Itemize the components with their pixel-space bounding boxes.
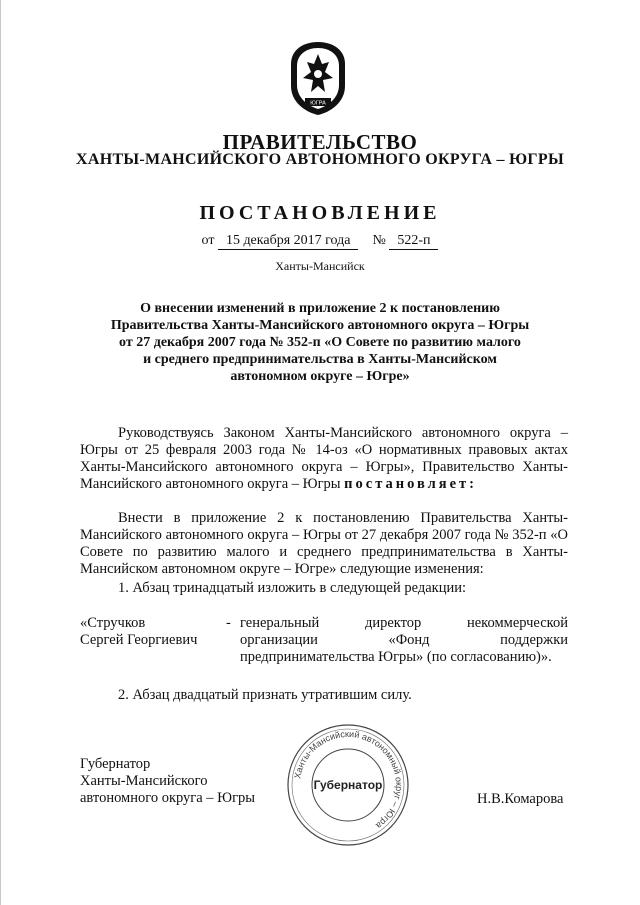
signatory-title-line: Ханты-Мансийского: [80, 773, 208, 789]
resolves-word: постановляет:: [344, 476, 477, 492]
decree-title: [0, 300, 640, 385]
item-2-paragraph: 2. Абзац двадцатый признать утратившим силу.: [118, 687, 412, 703]
government-name: ПРАВИТЕЛЬСТВО: [222, 130, 418, 154]
member-surname: «Стручков: [80, 615, 146, 631]
document-type: ПОСТАНОВЛЕНИЕ: [199, 202, 441, 224]
decree-date: 15 декабря 2017 года: [218, 233, 359, 250]
position-word: генеральный: [240, 615, 320, 631]
signatory-title-line: Губернатор: [80, 756, 151, 772]
amendment-paragraph: [80, 510, 568, 578]
number-prefix: №: [372, 233, 386, 248]
title-line: и среднего предпринимательства в Ханты-Мансийском: [143, 352, 497, 367]
position-word: «Фонд: [388, 632, 430, 648]
city: Ханты-Мансийск: [275, 259, 365, 273]
signatory-title: [80, 756, 280, 807]
seal-ring-text: Ханты-Мансийский автономный округ – Югра: [292, 728, 405, 831]
title-line: от 27 декабря 2007 года № 352-п «О Совете по развитию малого: [119, 335, 521, 350]
position-word: поддержки: [500, 632, 568, 648]
position-word: некоммерческой: [466, 615, 568, 631]
signatory-name: Н.В.Комарова: [477, 791, 564, 807]
position-word: директор: [364, 615, 422, 631]
member-given-name: Сергей Георгиевич: [80, 632, 198, 648]
position-word: организации: [240, 632, 318, 648]
position-line-3: предпринимательства Югры» (по согласованию)».: [240, 649, 552, 665]
member-position: [240, 615, 568, 666]
region-name: ХАНТЫ-МАНСИЙСКОГО АВТОНОМНОГО ОКРУГА – ЮГРЫ: [75, 151, 564, 168]
amendment-text: Внести в приложение 2 к постановлению Правительства Ханты-Мансийского автономного округа – Югры от 27 декабря 2007 года № 352-п «О Совете по развитию малого и среднего предпринимательства в Ханты-Мансийском автономном округе – Югре» следующие изменения:: [80, 510, 568, 577]
title-line: Правительства Ханты-Мансийского автономного округа – Югры: [110, 318, 530, 333]
preamble-paragraph: [80, 425, 568, 493]
date-prefix: от: [201, 233, 215, 248]
emblem-label: ЮГРА: [310, 100, 326, 107]
item-1-paragraph: 1. Абзац тринадцатый изложить в следующей редакции:: [118, 580, 466, 596]
preamble-text: Руководствуясь Законом Ханты-Мансийского автономного округа – Югры от 25 февраля 2003 года № 14-оз «О нормативных правовых актах Ханты-Мансийского автономного округа – Югры», Правительство Ханты-Мансийского автономного округа – Югры: [80, 425, 568, 492]
title-line: О внесении изменений в приложение 2 к постановлению: [140, 301, 500, 316]
coat-of-arms-emblem: [283, 40, 353, 116]
member-name: [80, 615, 230, 649]
title-line: автономном округе – Югре»: [230, 369, 410, 384]
seal-center-text: Губернатор: [313, 778, 383, 792]
decree-date-line: [0, 233, 640, 250]
signatory-title-line: автономного округа – Югры: [80, 790, 256, 806]
decree-number: 522-п: [389, 233, 438, 250]
entry-dash: -: [226, 615, 231, 631]
